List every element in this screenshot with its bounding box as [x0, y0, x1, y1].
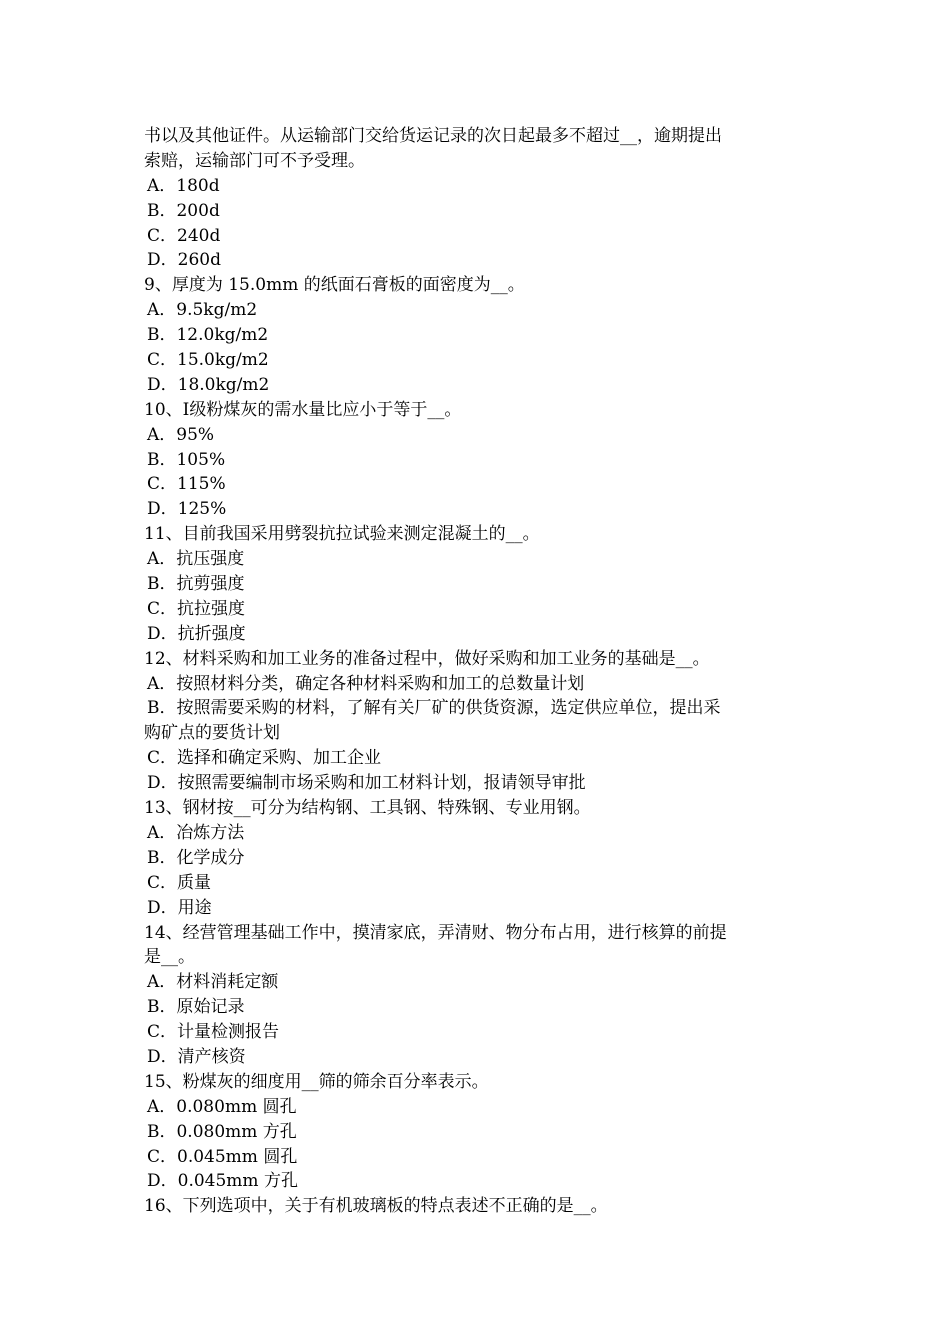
question-text-line: 是__。	[144, 947, 195, 968]
answer-option: B．0.080mm 方孔	[147, 1121, 297, 1142]
answer-option: B．12.0kg/m2	[147, 325, 269, 346]
question-text-line: 10、Ⅰ级粉煤灰的需水量比应小于等于__。	[144, 399, 462, 420]
answer-option: C．计量检测报告	[147, 1022, 280, 1043]
answer-option: A．抗压强度	[147, 549, 245, 570]
question-text-line: 15、粉煤灰的细度用__筛的筛余百分率表示。	[144, 1071, 489, 1092]
answer-option: D．抗折强度	[147, 623, 246, 644]
answer-option: B．原始记录	[147, 997, 245, 1018]
question-text-line: 14、经营管理基础工作中，摸清家底，弄清财、物分布占用，进行核算的前提	[144, 922, 727, 943]
answer-option: C．抗拉强度	[147, 598, 246, 619]
answer-option: B．化学成分	[147, 847, 245, 868]
answer-option: B．抗剪强度	[147, 574, 245, 595]
answer-option: C．115%	[147, 474, 226, 495]
answer-option: A．180d	[147, 175, 220, 196]
answer-option: A．材料消耗定额	[147, 972, 279, 993]
answer-option: A．9.5kg/m2	[147, 300, 258, 321]
answer-option: C．15.0kg/m2	[147, 350, 269, 371]
question-text-line: 13、钢材按__可分为结构钢、工具钢、特殊钢、专业用钢。	[144, 798, 591, 819]
question-text-line: 16、下列选项中，关于有机玻璃板的特点表述不正确的是__。	[144, 1196, 608, 1217]
answer-option: C．质量	[147, 872, 212, 893]
answer-option: D．260d	[147, 250, 221, 271]
answer-option: B．按照需要采购的材料，了解有关厂矿的供货资源，选定供应单位，提出采	[147, 698, 721, 719]
answer-option: C．240d	[147, 225, 221, 246]
answer-option: D．按照需要编制市场采购和加工材料计划，报请领导审批	[147, 773, 586, 794]
question-text-line: 索赔，运输部门可不予受理。	[144, 150, 365, 171]
answer-option: A．95%	[147, 424, 215, 445]
answer-option: A．冶炼方法	[147, 822, 245, 843]
question-text-line: 书以及其他证件。从运输部门交给货运记录的次日起最多不超过__，逾期提出	[144, 126, 722, 146]
answer-option: B．200d	[147, 200, 220, 221]
answer-option-continuation: 购矿点的要货计划	[144, 723, 280, 744]
answer-option: A．0.080mm 圆孔	[147, 1096, 297, 1117]
answer-option: D．125%	[147, 499, 227, 520]
document-body	[144, 124, 810, 1219]
answer-option: D．用途	[147, 897, 212, 918]
answer-option: A．按照材料分类，确定各种材料采购和加工的总数量计划	[147, 673, 585, 694]
question-text-line: 9、厚度为 15.0mm 的纸面石膏板的面密度为__。	[144, 275, 525, 296]
answer-option: D．18.0kg/m2	[147, 374, 270, 395]
question-text-line: 11、目前我国采用劈裂抗拉试验来测定混凝土的__。	[144, 524, 540, 545]
answer-option: D．清产核资	[147, 1046, 246, 1067]
answer-option: C．0.045mm 圆孔	[147, 1146, 298, 1167]
question-text-line: 12、材料采购和加工业务的准备过程中，做好采购和加工业务的基础是__。	[144, 648, 710, 669]
answer-option: D．0.045mm 方孔	[147, 1171, 298, 1192]
answer-option: C．选择和确定采购、加工企业	[147, 748, 382, 769]
answer-option: B．105%	[147, 449, 226, 470]
